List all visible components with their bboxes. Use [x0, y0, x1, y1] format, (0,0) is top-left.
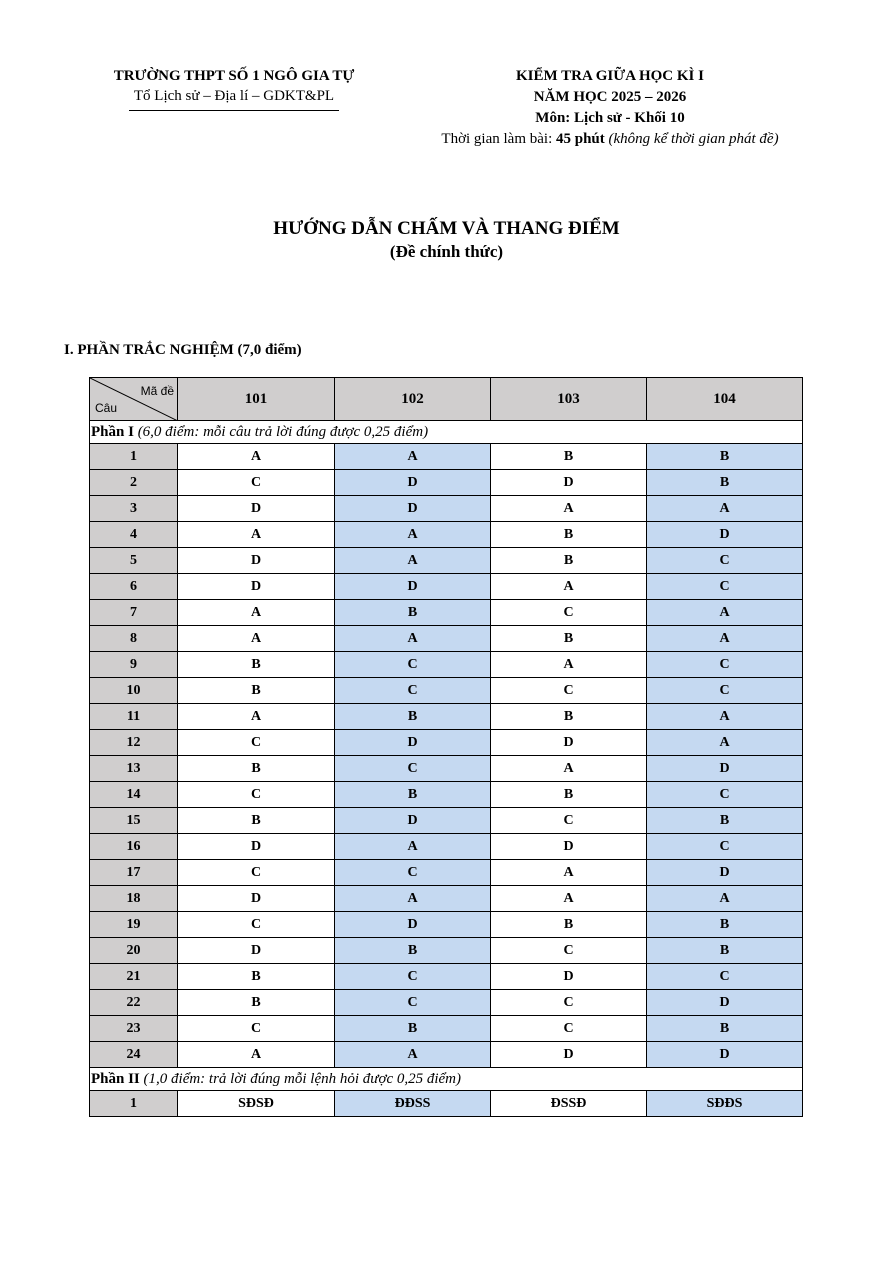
answer-cell: C — [491, 600, 647, 626]
answer-cell: A — [335, 522, 491, 548]
answer-cell: C — [647, 964, 803, 990]
answer-cell: A — [178, 626, 335, 652]
answer-cell: SĐĐS — [647, 1091, 803, 1117]
answer-cell: A — [491, 652, 647, 678]
table-row — [90, 834, 803, 860]
answer-cell: D — [647, 860, 803, 886]
question-number: 2 — [90, 470, 178, 496]
code-header: 101 — [178, 378, 335, 421]
table-row — [90, 652, 803, 678]
question-number: 6 — [90, 574, 178, 600]
answer-cell: ĐSSĐ — [491, 1091, 647, 1117]
answer-cell: C — [335, 756, 491, 782]
table-row — [90, 496, 803, 522]
answer-cell: B — [491, 626, 647, 652]
answer-cell: A — [178, 522, 335, 548]
answer-cell: B — [178, 756, 335, 782]
answer-cell: A — [178, 704, 335, 730]
exam-header — [400, 66, 820, 150]
answer-cell: D — [178, 496, 335, 522]
answer-cell: C — [178, 730, 335, 756]
table-row — [90, 1042, 803, 1068]
answer-cell: D — [335, 808, 491, 834]
answer-cell: C — [491, 678, 647, 704]
time-note: (không kể thời gian phát đề) — [608, 131, 779, 147]
table-row — [90, 678, 803, 704]
answer-key-table — [89, 377, 803, 1117]
code-header: 103 — [491, 378, 647, 421]
answer-cell: B — [491, 444, 647, 470]
table-row — [90, 782, 803, 808]
table-row — [90, 626, 803, 652]
question-number: 19 — [90, 912, 178, 938]
subject-line: Môn: Lịch sử - Khối 10 — [535, 110, 685, 126]
question-number: 7 — [90, 600, 178, 626]
table-row — [90, 912, 803, 938]
answer-cell: D — [491, 730, 647, 756]
answer-cell: D — [335, 912, 491, 938]
answer-cell: B — [491, 522, 647, 548]
question-number: 3 — [90, 496, 178, 522]
answer-cell: C — [647, 678, 803, 704]
question-number: 24 — [90, 1042, 178, 1068]
question-number: 10 — [90, 678, 178, 704]
question-number: 21 — [90, 964, 178, 990]
section-heading: I. PHẦN TRẮC NGHIỆM (7,0 điểm) — [64, 342, 302, 358]
table-row — [90, 886, 803, 912]
answer-cell: A — [178, 1042, 335, 1068]
part-note: (6,0 điểm: mỗi câu trả lời đúng được 0,25 điểm) — [133, 423, 429, 440]
table-row — [90, 1091, 803, 1117]
corner-cell — [90, 378, 178, 421]
answer-cell: C — [178, 912, 335, 938]
question-number: 4 — [90, 522, 178, 548]
table-header-row — [90, 378, 803, 421]
page-title: HƯỚNG DẪN CHẤM VÀ THANG ĐIỂM — [273, 218, 620, 239]
corner-question-label: Câu — [95, 401, 118, 415]
table-row — [90, 860, 803, 886]
answer-cell: A — [335, 444, 491, 470]
answer-cell: A — [491, 860, 647, 886]
table-row — [90, 808, 803, 834]
answer-cell: A — [335, 548, 491, 574]
answer-cell: A — [335, 1042, 491, 1068]
answer-cell: D — [491, 834, 647, 860]
table-row — [90, 990, 803, 1016]
answer-cell: C — [178, 470, 335, 496]
school-name: TRƯỜNG THPT SỐ 1 NGÔ GIA TỰ — [113, 68, 355, 84]
answer-cell: A — [647, 496, 803, 522]
answer-cell: B — [647, 938, 803, 964]
table-row — [90, 600, 803, 626]
question-number: 5 — [90, 548, 178, 574]
part-heading-row — [90, 421, 803, 444]
answer-cell: D — [335, 496, 491, 522]
answer-cell: C — [335, 860, 491, 886]
code-header: 102 — [335, 378, 491, 421]
table-row — [90, 522, 803, 548]
code-header: 104 — [647, 378, 803, 421]
question-number: 23 — [90, 1016, 178, 1042]
table-row — [90, 756, 803, 782]
answer-cell: A — [491, 496, 647, 522]
question-number: 1 — [90, 1091, 178, 1117]
answer-cell: B — [178, 964, 335, 990]
question-number: 20 — [90, 938, 178, 964]
answer-cell: D — [647, 522, 803, 548]
answer-cell: A — [647, 730, 803, 756]
answer-cell: B — [335, 938, 491, 964]
answer-cell: C — [647, 782, 803, 808]
question-number: 17 — [90, 860, 178, 886]
part-label: Phần II — [91, 1070, 140, 1087]
answer-cell: B — [647, 470, 803, 496]
answer-cell: C — [178, 782, 335, 808]
answer-cell: C — [491, 808, 647, 834]
table-row — [90, 730, 803, 756]
question-number: 15 — [90, 808, 178, 834]
answer-cell: C — [647, 548, 803, 574]
question-number: 9 — [90, 652, 178, 678]
answer-cell: B — [178, 808, 335, 834]
answer-cell: B — [335, 782, 491, 808]
answer-cell: B — [335, 704, 491, 730]
answer-cell: D — [491, 470, 647, 496]
question-number: 14 — [90, 782, 178, 808]
answer-cell: A — [647, 600, 803, 626]
answer-cell: C — [647, 574, 803, 600]
school-year: NĂM HỌC 2025 – 2026 — [533, 89, 687, 105]
department-name: Tổ Lịch sử – Địa lí – GDKT&PL — [133, 88, 335, 104]
answer-cell: C — [491, 990, 647, 1016]
answer-cell: C — [335, 964, 491, 990]
answer-cell: D — [647, 1042, 803, 1068]
table-row — [90, 704, 803, 730]
answer-cell: A — [335, 886, 491, 912]
answer-cell: D — [178, 574, 335, 600]
answer-cell: C — [647, 834, 803, 860]
answer-cell: B — [647, 1016, 803, 1042]
answer-cell: D — [178, 938, 335, 964]
time-label: Thời gian làm bài: — [441, 131, 556, 147]
part-heading — [90, 421, 803, 444]
table-row — [90, 444, 803, 470]
answer-cell: B — [491, 548, 647, 574]
answer-cell: B — [335, 600, 491, 626]
header-underline — [129, 110, 339, 111]
answer-cell: A — [647, 704, 803, 730]
answer-cell: C — [491, 1016, 647, 1042]
answer-cell: D — [647, 990, 803, 1016]
question-number: 12 — [90, 730, 178, 756]
answer-cell: C — [178, 860, 335, 886]
question-number: 18 — [90, 886, 178, 912]
answer-cell: A — [178, 444, 335, 470]
answer-cell: D — [335, 574, 491, 600]
part-note: (1,0 điểm: trả lời đúng mỗi lệnh hỏi được 0,25 điểm) — [139, 1070, 462, 1087]
answer-cell: D — [335, 470, 491, 496]
answer-cell: D — [178, 834, 335, 860]
answer-cell: A — [491, 886, 647, 912]
answer-cell: D — [178, 548, 335, 574]
part-heading — [90, 1068, 803, 1091]
time-line — [400, 129, 820, 150]
page-subtitle: (Đề chính thức) — [389, 242, 504, 261]
question-number: 8 — [90, 626, 178, 652]
answer-cell: A — [491, 756, 647, 782]
answer-cell: C — [335, 652, 491, 678]
part-heading-row — [90, 1068, 803, 1091]
answer-cell: D — [178, 886, 335, 912]
question-number: 22 — [90, 990, 178, 1016]
answer-cell: C — [335, 990, 491, 1016]
answer-cell: A — [178, 600, 335, 626]
answer-cell: B — [178, 652, 335, 678]
time-value: 45 phút — [556, 131, 605, 147]
answer-cell: B — [178, 678, 335, 704]
answer-cell: D — [491, 964, 647, 990]
answer-cell: B — [491, 782, 647, 808]
answer-cell: C — [491, 938, 647, 964]
answer-cell: A — [335, 626, 491, 652]
answer-cell: B — [491, 912, 647, 938]
answer-cell: B — [178, 990, 335, 1016]
answer-cell: B — [647, 444, 803, 470]
table-row — [90, 964, 803, 990]
exam-title: KIỂM TRA GIỮA HỌC KÌ I — [516, 68, 704, 84]
answer-cell: D — [647, 756, 803, 782]
answer-cell: B — [647, 912, 803, 938]
table-row — [90, 548, 803, 574]
school-header — [64, 66, 404, 111]
question-number: 1 — [90, 444, 178, 470]
answer-cell: A — [335, 834, 491, 860]
answer-cell: D — [491, 1042, 647, 1068]
answer-cell: A — [647, 626, 803, 652]
table-row — [90, 938, 803, 964]
answer-cell: C — [335, 678, 491, 704]
answer-cell: ĐĐSS — [335, 1091, 491, 1117]
question-number: 13 — [90, 756, 178, 782]
corner-code-label: Mã đề — [140, 384, 174, 398]
question-number: 11 — [90, 704, 178, 730]
answer-cell: B — [335, 1016, 491, 1042]
answer-cell: B — [491, 704, 647, 730]
table-row — [90, 470, 803, 496]
answer-cell: A — [647, 886, 803, 912]
part-label: Phần I — [91, 423, 134, 440]
answer-cell: C — [178, 1016, 335, 1042]
table-row — [90, 574, 803, 600]
table-row — [90, 1016, 803, 1042]
question-number: 16 — [90, 834, 178, 860]
answer-cell: D — [335, 730, 491, 756]
answer-cell: SĐSĐ — [178, 1091, 335, 1117]
answer-cell: A — [491, 574, 647, 600]
answer-cell: C — [647, 652, 803, 678]
answer-cell: B — [647, 808, 803, 834]
